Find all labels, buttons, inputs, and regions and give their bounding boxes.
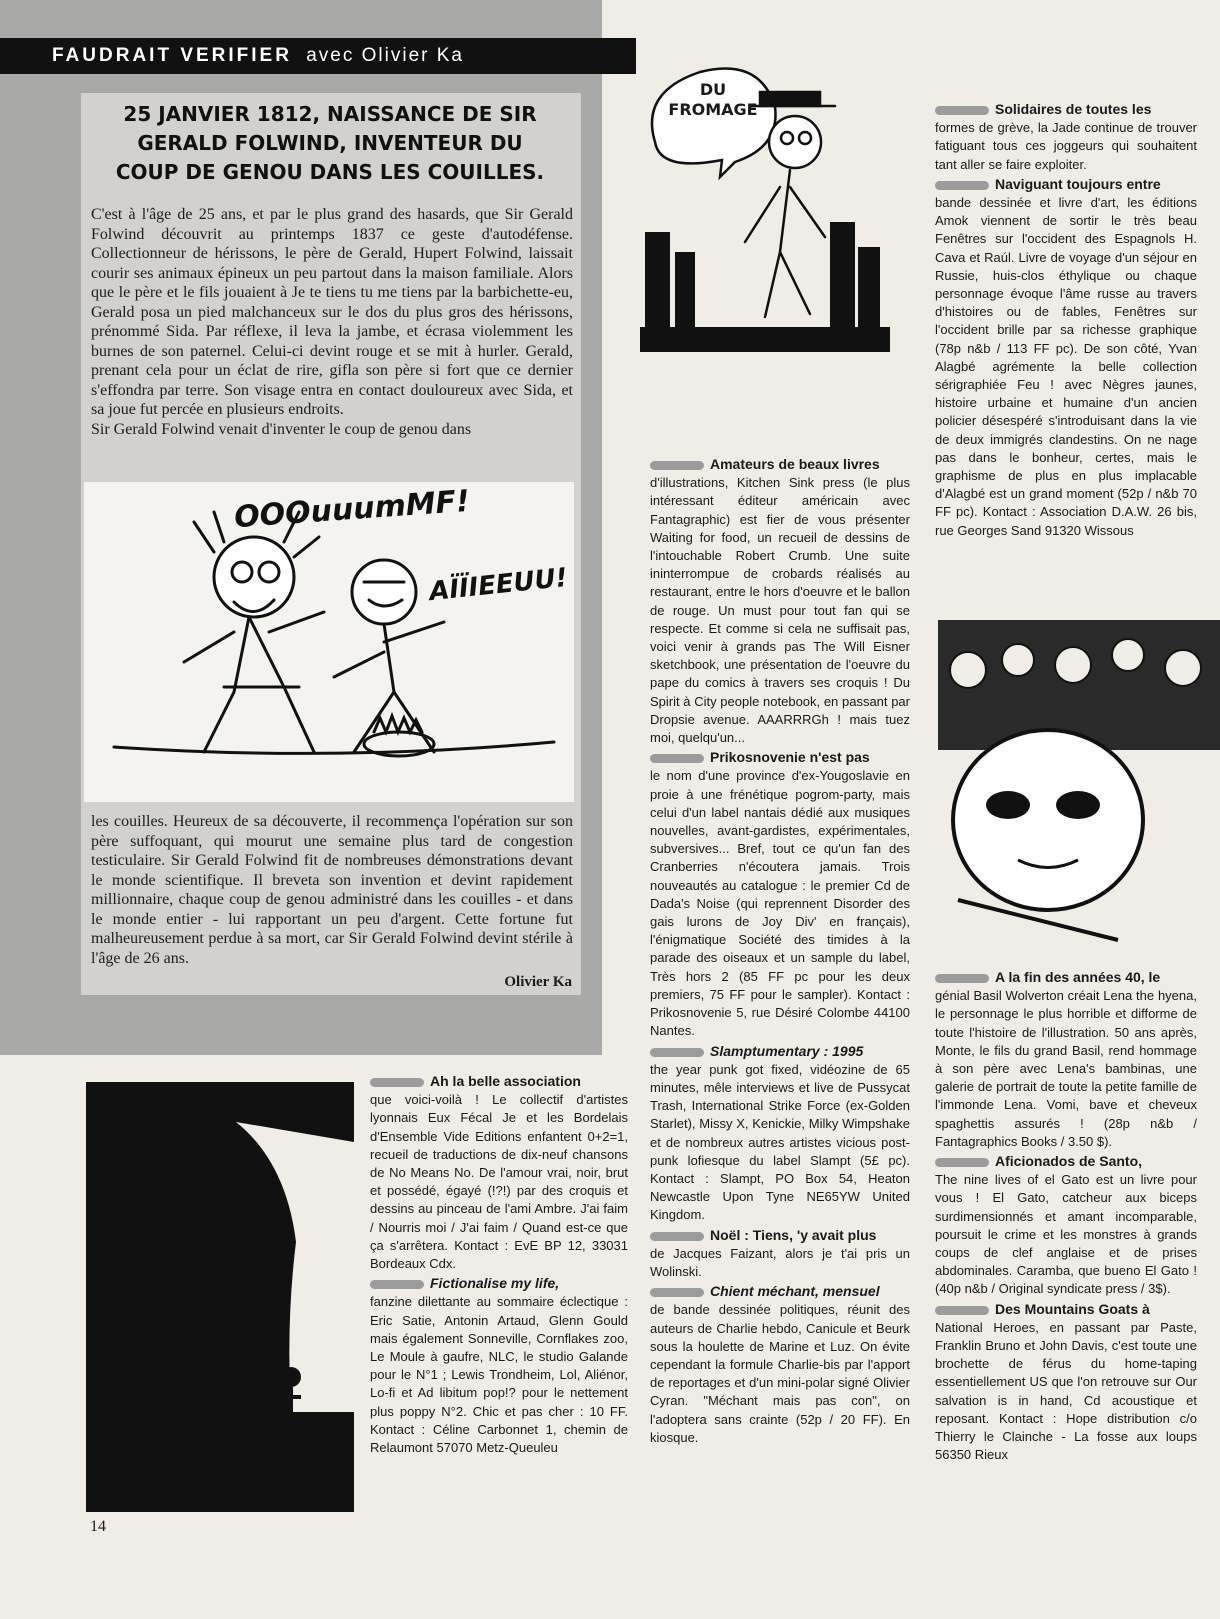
- header-title-rest: avec Olivier Ka: [306, 45, 465, 66]
- brief-item: [935, 968, 1197, 1151]
- brief-body: The nine lives of el Gato est un livre pour vous ! El Gato, catcheur aux biceps surdimensionnés et amant incomparable, poursuit le crime et les monstres à grands coups de clef anglaise et de prises abdominales. Caramba, que bueno El Gato ! (40p n&b / Original syndicate press / 3$).: [935, 1172, 1197, 1297]
- bullet-dash: [935, 1158, 989, 1167]
- bubble-line: DU: [699, 80, 727, 99]
- column-middle-briefs: [650, 455, 910, 1448]
- article-paragraph: les couilles. Heureux de sa découverte, il recommença l'opération sur son père suffoquant, qui mourut une semaine plus tard de congestion testiculaire. Sir Gerald Folwind fit de nombreuses démonstrations devant le monde scientifique. Il breveta son invention et devint rapidement millionnaire, chaque coup de genou administré dans les couilles - et dans le monde entier - lui rapportant un peu d'argent. Cette fortune fut malheureusement perdue à sa mort, car Sir Gerald Folwind devint stérile à l'âge de 26 ans.: [91, 813, 573, 967]
- brief-item: [650, 1282, 910, 1447]
- crowd-illustration: [938, 620, 1220, 960]
- bullet-dash: [935, 181, 989, 190]
- brief-lead: Chient méchant, mensuel: [710, 1283, 880, 1300]
- bullet-dash: [650, 461, 704, 470]
- article-signature: Olivier Ka: [504, 974, 572, 990]
- brief-lead: Amateurs de beaux livres: [710, 456, 880, 472]
- section-header: [0, 38, 636, 74]
- page-number: 14: [90, 1518, 106, 1535]
- dark-figure-illustration: [86, 1082, 354, 1512]
- speech-bubble: [668, 80, 758, 120]
- bullet-dash: [650, 1048, 704, 1057]
- brief-body: bande dessinée et livre d'art, les éditions Amok viennent de sortir le très beau Fenêtres sur l'occident des Espagnols H. Cava et Raúl. Livre de voyage d'un séjour en Russie, huis-clos éthylique ou chaque personnage évoque l'âme russe au travers d'histoires ou de fables, Fenêtres sur l'occident brille par sa richesse graphique (78p n&b / 113 FF pc). De son côté, Yvan Alagbé agrémente la belle collection sérigraphiée Feu ! avec Nègres jaunes, histoire urbaine et humaine d'un ancien policier désespéré s'introduisant dans la vie de deux immigrés clandestins. On ne nage pas dans le bonheur, certes, mais le graphisme de plus en plus implacable d'Alagbé est un grand moment (52p / n&b 70 FF pc). Kontact : Association D.A.W. 26 bis, rue Georges Sand 91320 Wissous: [935, 195, 1197, 538]
- article-body-top: [91, 205, 573, 439]
- column-left-briefs: [370, 1072, 628, 1458]
- bullet-dash: [935, 974, 989, 983]
- brief-body: formes de grève, la Jade continue de trouver fatiguant tous ces joggeurs qui souhaitent tant aller se faire exploiter.: [935, 120, 1197, 172]
- brief-lead: Noël : Tiens, 'y avait plus: [710, 1226, 877, 1243]
- brief-item: [370, 1274, 628, 1457]
- brief-lead: Ah la belle association: [430, 1073, 581, 1089]
- sound-effect-aiie: AÏÏIEEUU!: [427, 562, 569, 608]
- crowd-drawing: [938, 620, 1220, 960]
- brief-item: [935, 1300, 1197, 1465]
- brief-lead: Fictionalise my life,: [430, 1275, 560, 1292]
- brief-body: fanzine dilettante au sommaire éclectique : Eric Satie, Antonin Artaud, Glenn Gould mais également Sonneville, Cornflakes zoo, Le Moule à gaufre, NLC, le studio Galande pour le N°1 ; Lewis Trondheim, Lol, Aliénor, Lo-fi et Ad libitum pop!? pour le nettement plus poppy N°2. Chic et pas cher : 10 FF. Kontact : Céline Carbonnet 1, chemin de Relaumont 57070 Metz-Queuleu: [370, 1294, 628, 1456]
- bullet-dash: [935, 1306, 989, 1315]
- cartoon-drawing: [84, 482, 574, 802]
- brief-item: [650, 1226, 910, 1282]
- brief-item: [650, 1042, 910, 1225]
- brief-lead: Naviguant toujours entre: [995, 175, 1161, 192]
- headline-line: COUP DE GENOU DANS LES COUILLES.: [115, 160, 545, 184]
- article-paragraph: Sir Gerald Folwind venait d'inventer le coup de genou dans: [91, 420, 472, 438]
- cartoon-knee-kick: [84, 482, 574, 802]
- brief-lead: Des Mountains Goats à: [995, 1300, 1150, 1317]
- bullet-dash: [650, 754, 704, 763]
- brief-item: [935, 1152, 1197, 1299]
- brief-item: [935, 175, 1197, 540]
- brief-body: de Jacques Faizant, alors je t'ai pris un Wolinski.: [650, 1245, 910, 1279]
- brief-body: que voici-voilà ! Le collectif d'artistes lyonnais Eux Fécal Je et les Bordelais d'Ensemble Vide Editions enfantent 0+2=1, recueil de traductions de dix-neuf chansons de No Means No. De l'amour vrai, noir, brut et possédé, égayé (!?!) par des croquis et dessins au pinceau de l'ami Ambre. J'ai faim / Nourris moi / J'ai faim / Quand est-ce que ça s'arrêtera. Kontact : EvE BP 12, 33031 Bordeaux Cdx.: [370, 1092, 628, 1272]
- brief-lead: Slamptumentary : 1995: [710, 1042, 864, 1059]
- brief-item: [935, 100, 1197, 174]
- brief-body: le nom d'une province d'ex-Yougoslavie en proie à une frénétique pogrom-party, mais celui d'un label nantais dédié aux musiques nouvelles, avant-gardistes, expérimentales, subversives... Bref, tout ce qu'un fan des Cranberries n'écoutera jamais. Trois nouveautés au catalogue : le premier Cd de Dada's Noise (qui reprennent Disorder des gais lurons de Joy Div' en français), l'énigmatique Société des timides à la parade des oiseaux et un sample du label, Très hors 2 (85 FF pc pour les deux premiers, 75 FF pour le sampler). Kontact : Prikosnovenie 5, rue Désiré Colombe 44100 Nantes.: [650, 768, 910, 1039]
- article-headline: [90, 100, 570, 187]
- article-body-bottom: [91, 812, 573, 968]
- bubble-line: FROMAGE: [668, 100, 758, 119]
- brief-lead: Prikosnovenie n'est pas: [710, 749, 870, 766]
- sound-effect-ooof: OOOuuumMF!: [233, 483, 471, 536]
- headline-line: GERALD FOLWIND, INVENTEUR DU: [137, 131, 523, 155]
- brief-lead: Aficionados de Santo,: [995, 1153, 1143, 1170]
- bullet-dash: [370, 1280, 424, 1289]
- cartoon-du-fromage: [640, 52, 890, 362]
- header-title-bold: FAUDRAIT VERIFIER: [52, 45, 292, 66]
- brief-body: de bande dessinée politiques, réunit des auteurs de Charlie hebdo, Canicule et Beurk sous la houlette de Marine et Luz. On évite cependant la formule Charlie-bis par l'apport de reportages et d'un mini-polar signé Olivier Cyran. "Méchant mais pas con", on l'adoptera sans crainte (52p / 20 FF). En kiosque.: [650, 1302, 910, 1445]
- brief-lead: Solidaires de toutes les: [995, 101, 1152, 117]
- brief-body: génial Basil Wolverton créait Lena the hyena, le personnage le plus horrible et difforme de toute l'histoire de l'illustration. 50 ans après, Monte, le fils du grand Basil, rend hommage à son père avec Lena's bambinas, une galerie de portrait de toute la petite famille de l'immonde Lena. Vomi, bave et cheveux spaghettis assurés ! (28p n&b / Fantagraphics Books / 3.50 $).: [935, 988, 1197, 1149]
- brief-body: National Heroes, en passant par Paste, Franklin Bruno et John Davis, c'est toute une brochette de férus du home-taping essentiellement US que l'on retrouve sur Our salvation is in hand, Cd acoustique et reposant. Kontact : Hope distribution c/o Thierry le Clainche - La fosse aux loups 56350 Rieux: [935, 1319, 1197, 1463]
- brief-lead: A la fin des années 40, le: [995, 969, 1161, 985]
- bullet-dash: [370, 1078, 424, 1087]
- dark-figure-drawing: [86, 1082, 354, 1512]
- article-paragraph: C'est à l'âge de 25 ans, et par le plus grand des hasards, que Sir Gerald Folwind découvrit au printemps 1837 ce geste d'autodéfense. Collectionneur de hérissons, le père de Gerald, Hupert Folwind, laissait courir ses animaux épineux un peu partout dans la maison familiale. Alors que le père et le fils jouaient à Je te tiens tu me tiens par la barbichette-eu, Gerald posa un pied malchanceux sur le dos du plus gros des hérissons, prénommé Sida. Par réflexe, il leva la jambe, et écrasa violemment les burnes de son paternel. Celui-ci devint rouge et se mit à hurler. Gerald, prenant cela pour un éclat de rire, gifla son père si fort que ce dernier s'effondra par terre. Son visage entra en contact douloureux avec Sida, et sa joue fut percée en plusieurs endroits.: [91, 206, 573, 418]
- headline-line: 25 JANVIER 1812, NAISSANCE DE SIR: [123, 102, 537, 126]
- brief-item: [650, 455, 910, 747]
- bullet-dash: [650, 1288, 704, 1297]
- brief-body: d'illustrations, Kitchen Sink press (le plus intéressant éditeur américain avec Fantagraphic) est fier de vous présenter Waiting for food, un recueil de dessins de l'intouchable Robert Crumb. Une suite ininterrompue de crobards réalisés au restaurant, entre le hors d'oeuvre et le ballon de rouge. Un must pour tout fan qui se respecte. Et comme si cela ne suffisait pas, voici venir à grands pas The Will Eisner sketchbook, une présentation de l'oeuvre du pape du comics à travers ses croquis ! Du Spirit à City people notebook, en passant par Dropsie avenue. AAARRRGh ! mais tuez moi, quelqu'un...: [650, 475, 910, 746]
- column-right-bottom-briefs: [935, 968, 1197, 1465]
- bullet-dash: [935, 106, 989, 115]
- brief-item: [370, 1072, 628, 1273]
- brief-item: [650, 748, 910, 1040]
- column-right-top-briefs: [935, 100, 1197, 541]
- bullet-dash: [650, 1232, 704, 1241]
- brief-body: the year punk got fixed, vidéozine de 65 minutes, mêle interviews et live de Pussycat Trash, International Strike Force (ex-Golden Starlet), Missy X, Kenickie, Milky Wimpshake et de nombreux autres artistes vicious post-punk lofiesque du label Slampt (5£ pc). Kontact : Slampt, PO Box 54, Heaton Newcastle Upon Tyne NE65YW United Kingdom.: [650, 1061, 910, 1223]
